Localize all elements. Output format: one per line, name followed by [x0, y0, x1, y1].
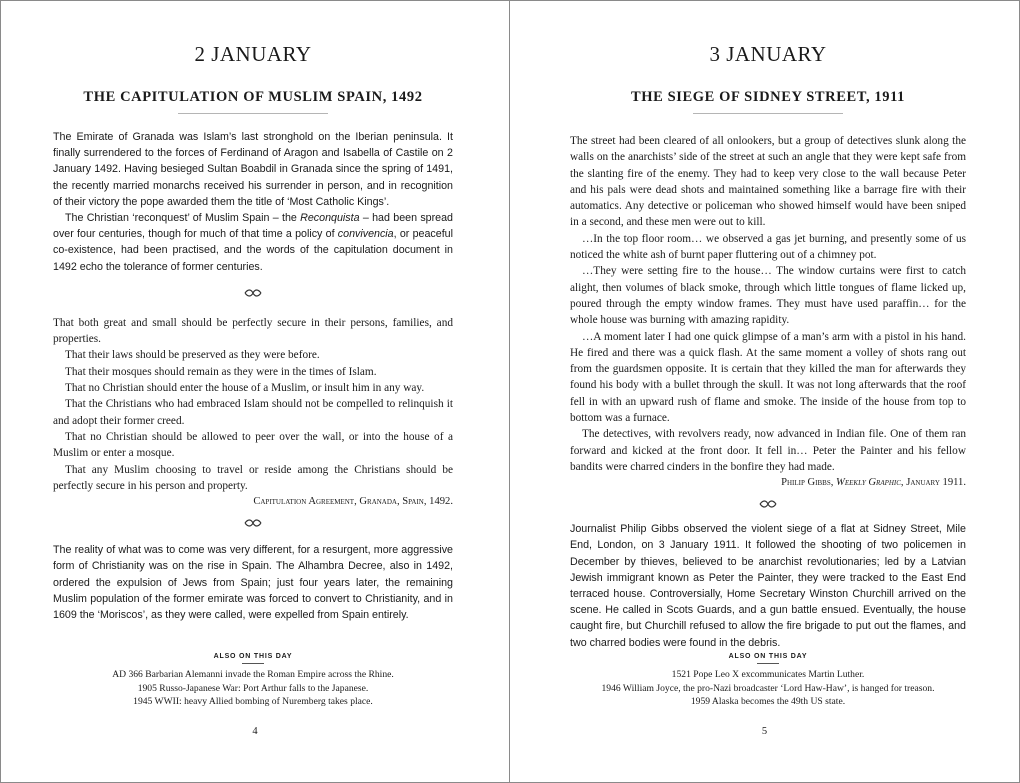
title-rule — [693, 113, 843, 114]
also-item: 1959 Alaska becomes the 49th US state. — [690, 696, 846, 707]
outro-paragraph: The reality of what was to come was very different, for a resurgent, more aggressive form of Christianity was on the rise in Spain. The Alhambra Decree, also in 1492, ordered the expulsion of Jews from Spain; just four years later, the remaining Muslim population of the former emirate was forced to convert to Christianity, and in 1609 the ‘Moriscos’, as they were called, were expelled from Spain entirely. — [53, 544, 453, 621]
also-rule — [242, 663, 264, 664]
quote-attribution — [570, 475, 966, 491]
quote-paragraph: …They were setting fire to the house… The window curtains were first to catch alight, then volumes of black smoke, through which little tongues of flame licked up, poured through the empty window frames. They must have used paraffin… for the whole house was burning with amazing rapidity. — [570, 265, 966, 327]
quote-line: That the Christians who had embraced Islam should not be compelled to relinquish it and adopt their former creed. — [53, 398, 453, 427]
intro-text-part: – had been spread over four centuries, though for much of that time a policy of — [53, 212, 454, 241]
quote-line: That both great and small should be perfectly secure in their persons, families, and properties. — [53, 316, 453, 346]
intro-text-part: , or peaceful co-existence, had been practised, and the words of the capitulation document in 1492 echo the tolerance of former centuries. — [53, 228, 453, 273]
quote-paragraph: The detectives, with revolvers ready, now advanced in Indian file. One of them ran forward and kicked at the front door. It fell in… Peter the Painter and his fellow bandits were charred cinders in the bonfire they had made. — [570, 428, 966, 473]
attribution-italic: Weekly Graphic — [836, 477, 901, 489]
intro-text-part: The Christian ‘reconquest’ of Muslim Spain – the — [65, 212, 301, 225]
intro-italic: Reconquista — [300, 212, 360, 225]
also-on-this-day-label: ALSO ON THIS DAY — [728, 653, 808, 660]
article-title: THE SIEGE OF SIDNEY STREET, 1911 — [630, 89, 906, 105]
page-number: 4 — [252, 726, 258, 737]
intro-text — [53, 129, 453, 275]
outro-text — [570, 521, 966, 651]
right-page — [510, 1, 1019, 782]
quote-paragraph: …In the top floor room… we observed a gas jet burning, and presently some of us noticed the white ash of burnt paper fluttering out of a chimney pot. — [570, 232, 966, 262]
title-rule — [178, 113, 328, 114]
page-date: 3 JANUARY — [709, 42, 827, 66]
also-rule — [757, 663, 779, 664]
also-item: 1905 Russo-Japanese War: Port Arthur falls to the Japanese. — [137, 682, 369, 694]
page-number: 5 — [761, 726, 768, 737]
attribution-part: Philip Gibbs, — [781, 477, 837, 489]
also-on-this-day — [53, 652, 453, 709]
intro-paragraph — [53, 210, 453, 275]
article-title: THE CAPITULATION OF MUSLIM SPAIN, 1492 — [83, 89, 423, 105]
outro-text — [53, 542, 453, 623]
quote-attribution: Capitulation Agreement, Granada, Spain, 1492. — [253, 496, 453, 508]
also-on-this-day-label: ALSO ON THIS DAY — [213, 653, 293, 660]
left-page — [1, 1, 510, 782]
also-item: 1521 Pope Leo X excommunicates Martin Luther. — [671, 669, 865, 680]
ornament-icon — [53, 514, 453, 530]
quote-paragraph: …A moment later I had one quick glimpse of a man’s arm with a pistol in his hand. He fired and there was a quick flash. At the same moment a volley of shots rang out from the guardsmen opposite. It is certain that they killed the man for afterwards they found his body with a bullet through the skull. It was not long afterwards that the roof fell in with an upward rush of flame and smoke. The inside of the house from top to bottom was a furnace. — [570, 330, 966, 425]
quote-block — [53, 315, 453, 494]
quote-block — [570, 133, 966, 475]
ornament-icon — [53, 285, 453, 301]
quote-paragraph: The street had been cleared of all onlookers, but a group of detectives slunk along the walls on the anarchists’ side of the street at such an angle that they were kept safe from the slanting fire of the enemy. They had to keep very close to the wall because Peter and his pals were dead shots and maintained something like a barrage fire with their automatics. Any detective or policeman who showed himself would have been sniped in a second, and these men were out to kill. — [570, 135, 966, 229]
page-date: 2 JANUARY — [194, 42, 312, 66]
also-item: 1945 WWII: heavy Allied bombing of Nuremberg takes place. — [133, 696, 373, 707]
quote-line: That no Christian should be allowed to peer over the wall, or into the house of a Muslim or enter a mosque. — [53, 430, 453, 460]
quote-line: That their mosques should remain as they were in the times of Islam. — [65, 365, 377, 378]
quote-line: That their laws should be preserved as they were before. — [65, 349, 320, 362]
also-item: AD 366 Barbarian Alemanni invade the Roman Empire across the Rhine. — [112, 669, 394, 680]
intro-italic: convivencia — [337, 228, 394, 241]
quote-line: That no Christian should enter the house of a Muslim, or insult him in any way. — [65, 382, 425, 395]
ornament-icon — [570, 495, 966, 511]
intro-paragraph: The Emirate of Granada was Islam’s last stronghold on the Iberian peninsula. It finally surrendered to the forces of Ferdinand of Aragon and Isabella of Castile on 2 January 1492. Having besieged Sultan Boabdil in Granada since the spring of 1491, the recently married monarchs received his surrender in person, and in recognition of their victory the pope awarded them the title of ‘Most Catholic Kings’. — [53, 131, 453, 208]
attribution-part: , January 1911. — [900, 477, 966, 489]
outro-paragraph: Journalist Philip Gibbs observed the violent siege of a flat at Sidney Street, Mile End, London, on 3 January 1911. It followed the shooting of two policemen in December by thieves, believed to be anarchist revolutionaries; led by a Latvian Jewish immigrant known as Peter the Painter, they were tracked to the East End terraced house. Controversially, Home Secretary Winston Churchill arrived on the scene. He called in Scots Guards, and a gun battle ensued. Eventually, the house caught fire, but Churchill refused to allow the fire brigade to put out the flames, and two charred bodies were found in the debris. — [570, 523, 966, 649]
quote-line: That any Muslim choosing to travel or reside among the Christians should be perfectly secure in his person and property. — [53, 463, 453, 492]
also-item: 1946 William Joyce, the pro-Nazi broadcaster ‘Lord Haw-Haw’, is hanged for treason. — [601, 682, 935, 694]
also-on-this-day — [570, 652, 966, 709]
